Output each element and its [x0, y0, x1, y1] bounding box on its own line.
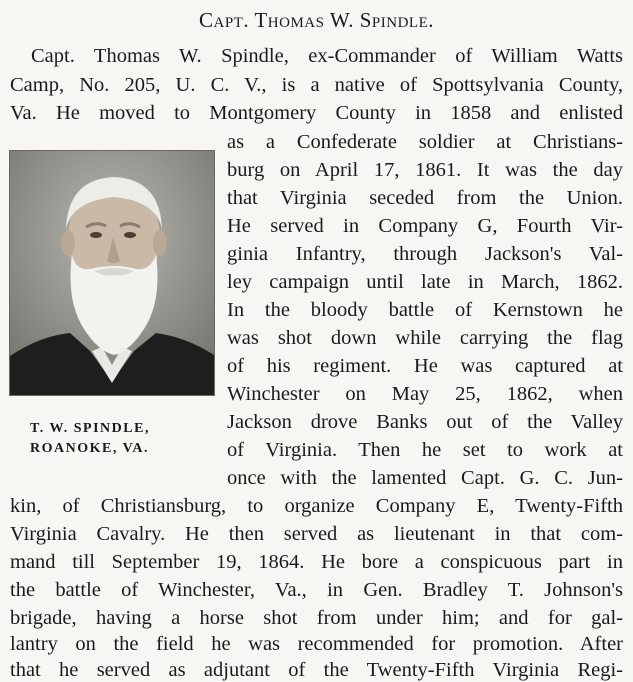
text-line: that Virginia seceded from the Union.: [227, 187, 623, 209]
portrait-photo: [9, 150, 215, 396]
portrait-illustration: [10, 151, 214, 395]
text-line: In the bloody battle of Kernstown he: [227, 299, 623, 321]
text-line: Camp, No. 205, U. C. V., is a native of Spottsylvania County,: [10, 74, 623, 96]
text-line: Va. He moved to Montgomery County in 1858 and enlisted: [10, 102, 623, 124]
text-line: ley campaign until late in March, 1862.: [227, 271, 623, 293]
text-line: lantry on the field he was recommended for promotion. After: [10, 633, 623, 655]
text-line: Capt. Thomas W. Spindle, ex-Commander of William Watts: [31, 45, 623, 67]
text-line: was shot down while carrying the flag: [227, 327, 623, 349]
text-line: mand till September 19, 1864. He bore a conspicuous part in: [10, 551, 623, 573]
text-line: Jackson drove Banks out of the Valley: [227, 411, 623, 433]
text-line: of Virginia. Then he set to work at: [227, 439, 623, 461]
text-line: the battle of Winchester, Va., in Gen. Bradley T. Johnson's: [10, 579, 623, 601]
article-title: Capt. Thomas W. Spindle.: [199, 8, 434, 32]
text-line: burg on April 17, 1861. It was the day: [227, 159, 623, 181]
text-line: once with the lamented Capt. G. C. Jun-: [227, 467, 623, 489]
portrait-caption-place: ROANOKE, VA.: [30, 441, 150, 456]
text-line: Winchester on May 25, 1862, when: [227, 383, 623, 405]
portrait-caption-name: T. W. SPINDLE,: [30, 421, 150, 436]
text-line: Virginia Cavalry. He then served as lieutenant in that com-: [10, 523, 623, 545]
text-line: brigade, having a horse shot from under him; and for gal-: [10, 607, 623, 629]
text-line: kin, of Christiansburg, to organize Company E, Twenty-Fifth: [10, 495, 623, 517]
text-line: He served in Company G, Fourth Vir-: [227, 215, 623, 237]
text-line: that he served as adjutant of the Twenty-Fifth Virginia Regi-: [10, 659, 623, 681]
text-line: as a Confederate soldier at Christians-: [227, 131, 623, 153]
text-line: ginia Infantry, through Jackson's Val-: [227, 243, 623, 265]
text-line: of his regiment. He was captured at: [227, 355, 623, 377]
